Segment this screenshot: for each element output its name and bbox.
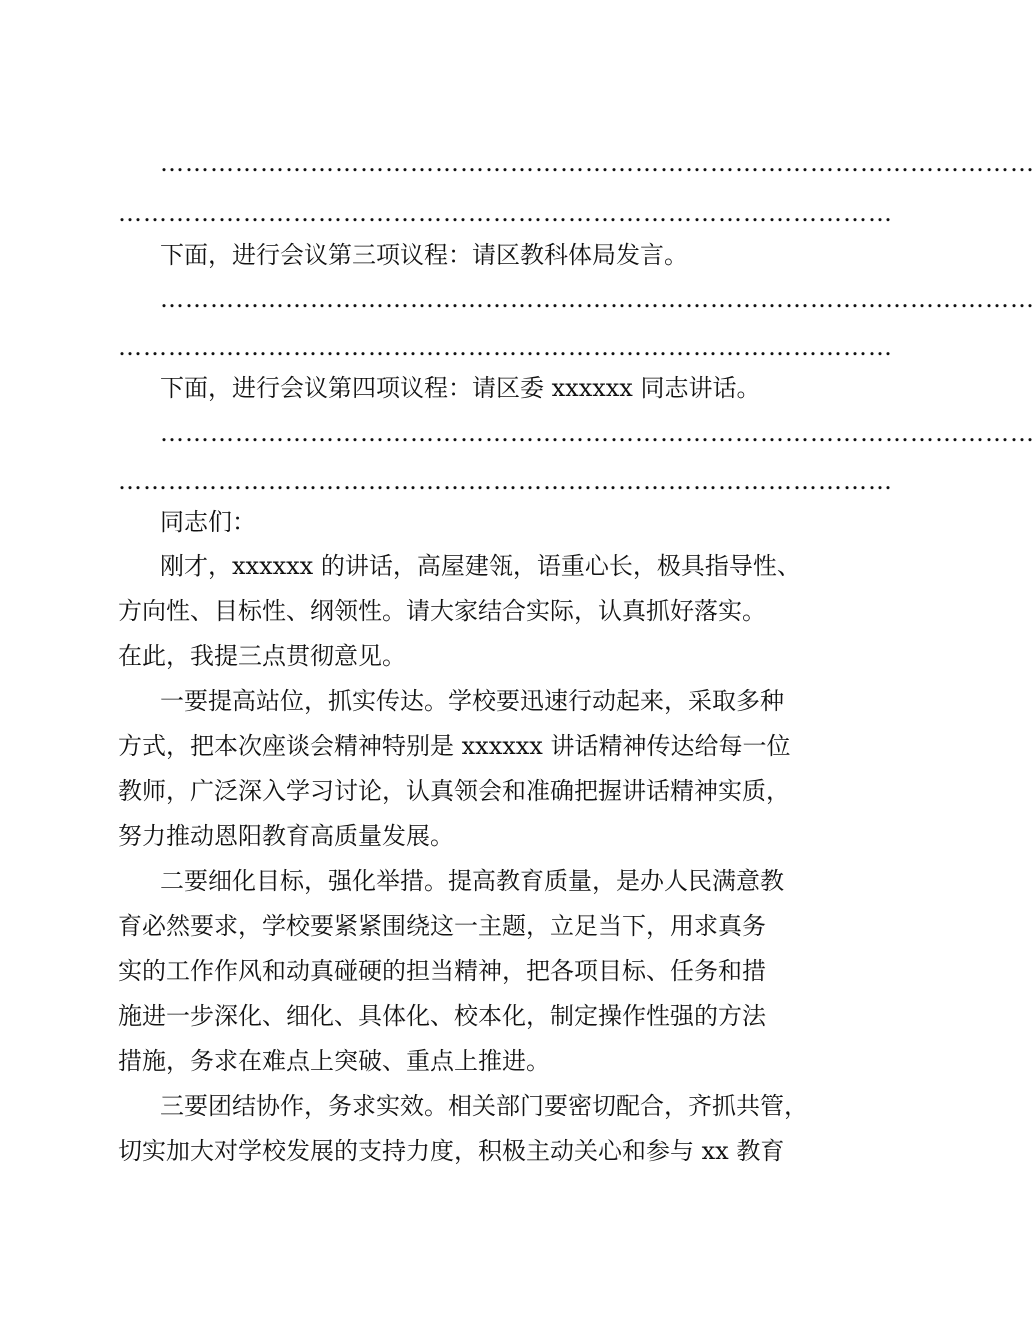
agenda-item-3: 下面，进行会议第三项议程：请区教科体局发言。	[160, 241, 688, 269]
ellipsis-line: …………………………………………………………………………………	[118, 199, 893, 227]
salutation: 同志们：	[160, 508, 256, 536]
paragraph-line: 实的工作作风和动真碰硬的担当精神，把各项目标、任务和措	[118, 957, 766, 985]
paragraph-line: 三要团结协作，务求实效。相关部门要密切配合，齐抓共管，	[160, 1092, 808, 1120]
paragraph-line: 施进一步深化、细化、具体化、校本化，制定操作性强的方法	[118, 1002, 766, 1030]
agenda-item-4: 下面，进行会议第四项议程：请区委 xxxxxx 同志讲话。	[160, 374, 761, 402]
ellipsis-line: ……………………………………………………………………………………………	[160, 149, 1035, 177]
paragraph-line: 二要细化目标，强化举措。提高教育质量，是办人民满意教	[160, 867, 784, 895]
paragraph-line: 教师，广泛深入学习讨论，认真领会和准确把握讲话精神实质，	[118, 777, 790, 805]
paragraph-line: 方向性、目标性、纲领性。请大家结合实际，认真抓好落实。	[118, 597, 766, 625]
paragraph-line: 努力推动恩阳教育高质量发展。	[118, 822, 454, 850]
ellipsis-line: ……………………………………………………………………………………………	[160, 285, 1035, 313]
paragraph-line: 方式，把本次座谈会精神特别是 xxxxxx 讲话精神传达给每一位	[118, 732, 791, 760]
ellipsis-line: ……………………………………………………………………………………………	[160, 419, 1035, 447]
ellipsis-line: …………………………………………………………………………………	[118, 467, 893, 495]
paragraph-line: 一要提高站位，抓实传达。学校要迅速行动起来，采取多种	[160, 687, 784, 715]
paragraph-line: 育必然要求，学校要紧紧围绕这一主题，立足当下，用求真务	[118, 912, 766, 940]
paragraph-line: 刚才，xxxxxx 的讲话，高屋建瓴，语重心长，极具指导性、	[160, 552, 801, 580]
ellipsis-line: …………………………………………………………………………………	[118, 333, 893, 361]
paragraph-line: 切实加大对学校发展的支持力度，积极主动关心和参与 xx 教育	[118, 1137, 785, 1165]
paragraph-line: 措施，务求在难点上突破、重点上推进。	[118, 1047, 550, 1075]
paragraph-line: 在此，我提三点贯彻意见。	[118, 642, 406, 670]
